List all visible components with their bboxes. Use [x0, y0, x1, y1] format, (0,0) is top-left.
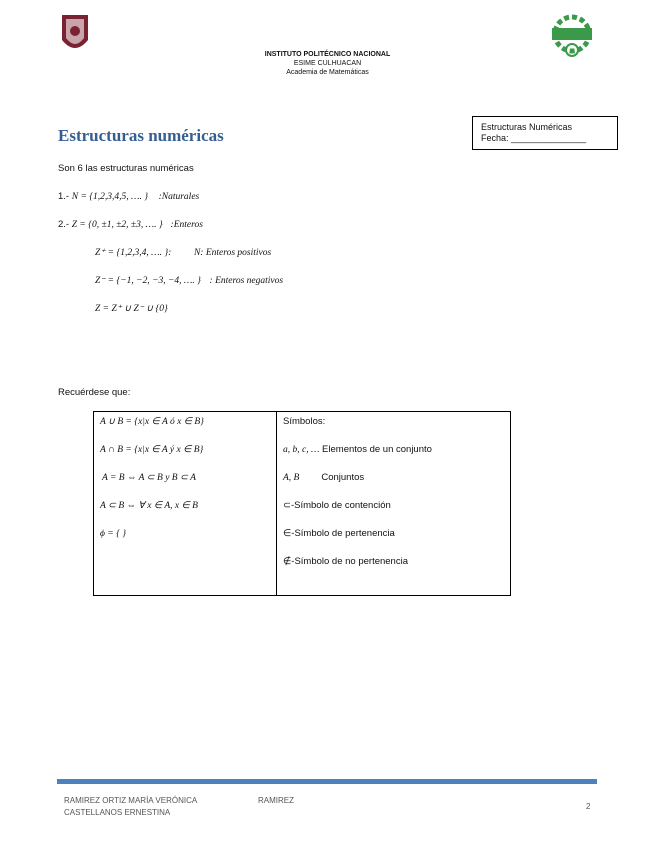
symbol-elements — [277, 440, 510, 468]
naturales-prefix: 1.- — [58, 191, 72, 202]
footer-author1: RAMIREZ ORTIZ MARÍA VERÓNICA — [64, 796, 198, 805]
symbols-title: Símbolos: — [283, 416, 326, 427]
zminus-label: : Enteros negativos — [209, 276, 284, 286]
info-box-topic: Estructuras Numéricas — [481, 122, 573, 132]
enteros-positivos-line — [95, 247, 271, 258]
academy-name: Academia de Matemáticas — [286, 69, 369, 76]
union-def: A ∪ B = {x|x ∈ A ó x ∈ B} — [100, 417, 204, 427]
subset-def: A ⊂ B ⇔ ∀ x ∈ A, x ∈ B — [100, 501, 198, 511]
empty-set-def: ϕ = { } — [100, 529, 127, 539]
symbol-sets-text: Conjuntos — [321, 472, 365, 483]
symbol-sets — [277, 468, 510, 496]
intersection-def: A ∩ B = {x|x ∈ A ý x ∈ B} — [100, 445, 204, 455]
equality-def: A = B ⇔ A ⊂ B y B ⊂ A — [102, 473, 196, 483]
symbol-non-membership: ∉-Símbolo de no pertenencia — [283, 556, 408, 567]
footer-author2: CASTELLANOS ERNESTINA — [64, 808, 171, 817]
footer-bar — [57, 779, 597, 784]
zplus-label: N: Enteros positivos — [193, 248, 272, 258]
page-title: Estructuras numéricas — [58, 126, 224, 145]
zplus-expr: Z⁺ = {1,2,3,4, …. }: — [95, 248, 172, 258]
symbol-contention: ⊂-Símbolo de contención — [283, 500, 391, 511]
info-box — [472, 116, 618, 150]
symbol-elements-text: Elementos de un conjunto — [319, 444, 432, 455]
enteros-prefix: 2.- — [58, 219, 72, 230]
set-operations-cell — [94, 412, 277, 596]
school-name: ESIME CULHUACAN — [293, 60, 362, 67]
naturales-label: :Naturales — [158, 192, 200, 202]
symbol-elements-math: a, b, c, … — [283, 445, 320, 455]
enteros-line — [58, 219, 203, 230]
symbols-cell — [277, 412, 511, 596]
union-line — [95, 303, 168, 314]
symbol-membership: ∈-Símbolo de pertenencia — [283, 528, 395, 539]
info-box-date: Fecha: _______________ — [481, 133, 587, 143]
naturales-expr: N = {1,2,3,4,5, …. } — [71, 192, 149, 202]
footer-author3: RAMIREZ — [258, 796, 294, 805]
definitions-table — [93, 411, 511, 596]
reminder-text: Recuérdese que: — [58, 387, 131, 398]
page-number: 2 — [586, 802, 591, 811]
enteros-negativos-line — [95, 275, 283, 286]
zminus-expr: Z⁻ = {−1, −2, −3, −4, …. } — [95, 276, 201, 286]
zunion-expr: Z = Z⁺ ∪ Z⁻ ∪ {0} — [95, 304, 168, 314]
naturales-line — [58, 191, 199, 202]
enteros-label: :Enteros — [170, 220, 203, 230]
intro-text: Son 6 las estructuras numéricas — [58, 163, 194, 174]
symbol-sets-math: A, B — [283, 473, 300, 483]
institution-name: INSTITUTO POLITÉCNICO NACIONAL — [264, 51, 391, 58]
enteros-expr: Z = {0, ±1, ±2, ±3, …. } — [71, 220, 163, 230]
